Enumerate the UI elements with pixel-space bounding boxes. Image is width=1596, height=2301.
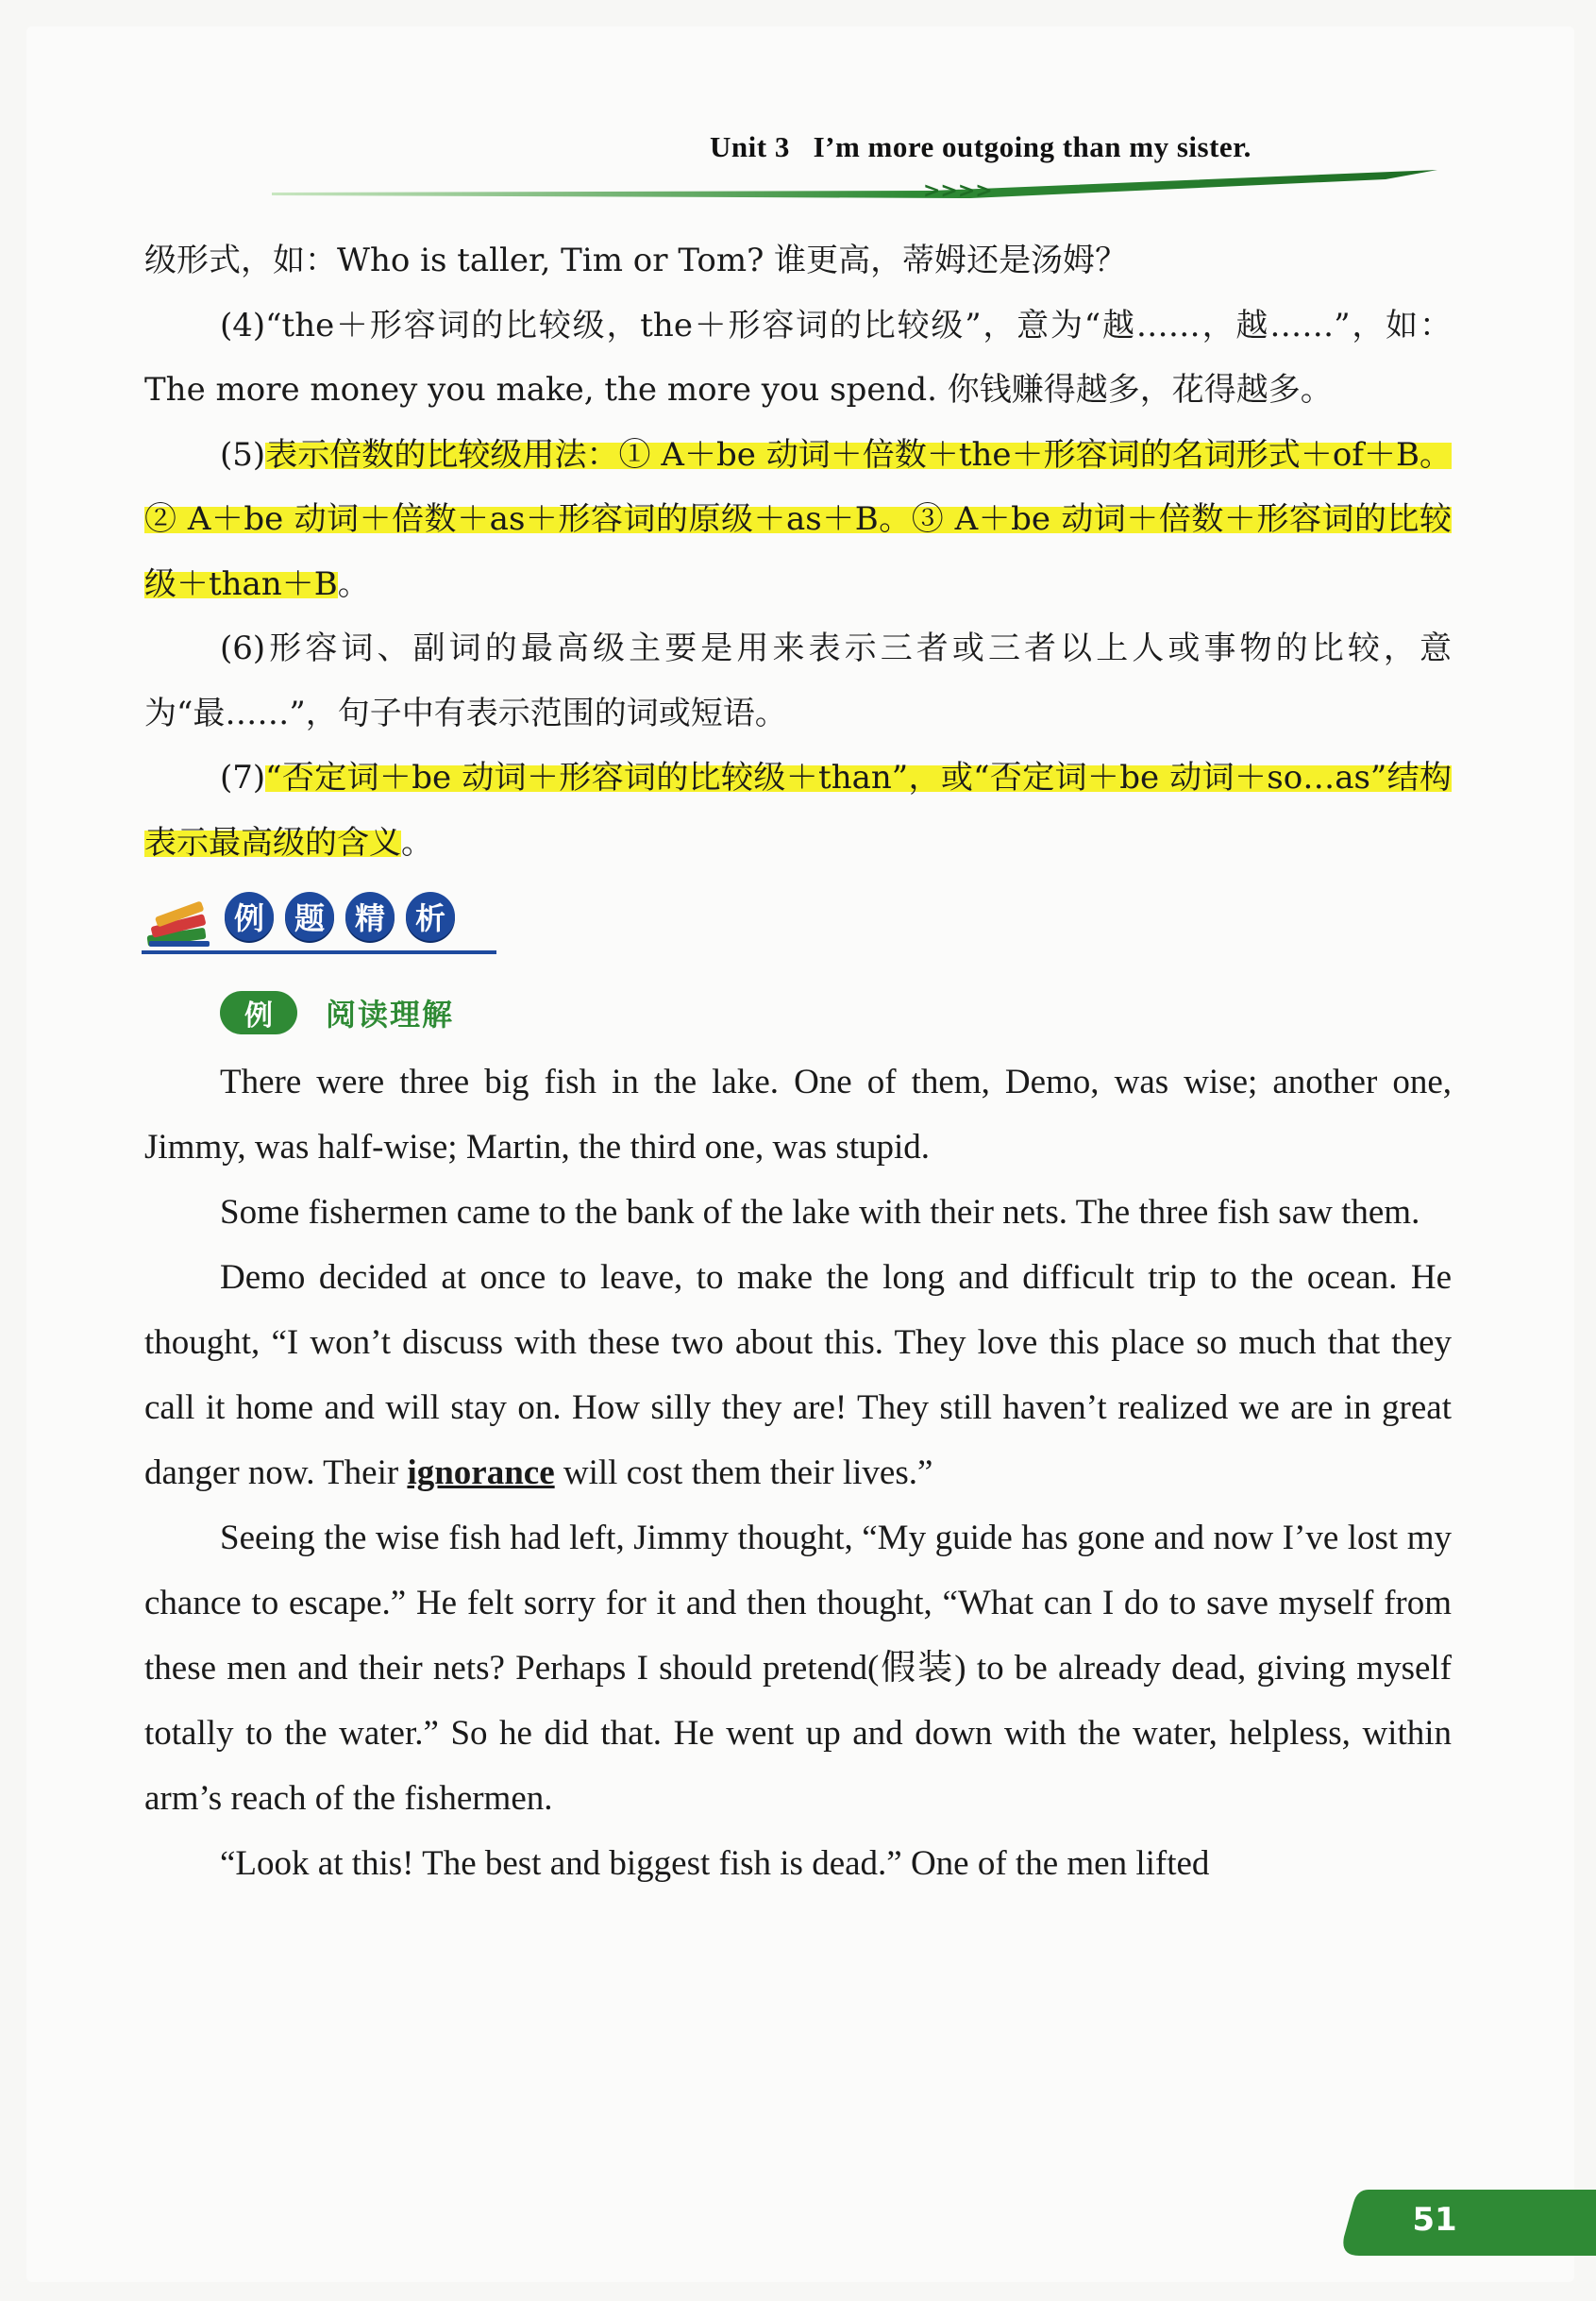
books-icon <box>142 898 217 954</box>
grammar-item-7-number: (7) <box>220 759 266 797</box>
passage-paragraph-5: “Look at this! The best and biggest fish is dead.” One of the men lifted <box>220 1844 1210 1883</box>
passage-p3-end: will cost them their lives.” <box>554 1453 933 1492</box>
section-char-4: 析 <box>406 892 455 941</box>
passage-paragraph-4: Seeing the wise fish had left, Jimmy thought, “My guide has gone and now I’ve lost my chance to escape.” He felt sorry for it and then thought, “What can I do to save myself from these men and their nets? Perhaps I should pretend(假装) to be already dead, giving myself totally to the water.” So he did that. He went up and down with the water, helpless, within arm’s reach of the fishermen. <box>144 1519 1452 1818</box>
section-heading <box>142 892 500 958</box>
example-type-label: 阅读理解 <box>326 997 455 1033</box>
passage-paragraph-3 <box>144 1245 1452 1505</box>
example-label-row <box>220 989 454 1036</box>
passage-keyword-ignorance: ignorance <box>407 1453 555 1492</box>
grammar-item-4: (4)“the＋形容词的比较级，the＋形容词的比较级”，意为“越……，越……”，如：The more money you make, the more you spend. 你钱赚得越多，花得越多。 <box>144 306 1452 409</box>
grammar-item-5 <box>144 423 1452 617</box>
header-decorative-rule <box>272 170 1437 208</box>
grammar-item-6: (6)形容词、副词的最高级主要是用来表示三者或三者以上人或事物的比较，意为“最……”，句子中有表示范围的词或短语。 <box>144 630 1452 732</box>
passage-paragraph-2: Some fishermen came to the bank of the lake with their nets. The three fish saw them. <box>220 1193 1420 1232</box>
reading-passage <box>144 1050 1452 1896</box>
grammar-item-7 <box>144 746 1452 875</box>
section-char-1: 例 <box>225 892 274 941</box>
section-char-3: 精 <box>345 892 395 941</box>
grammar-continuation-line: 级形式，如：Who is taller, Tim or Tom? 谁更高，蒂姆还是汤姆？ <box>144 242 1128 279</box>
passage-paragraph-1: There were three big fish in the lake. One of them, Demo, was wise; another one, Jimmy, was half-wise; Martin, the third one, was stupid. <box>144 1063 1452 1167</box>
passage-p3-start: Demo decided at once to leave, to make the long and difficult trip to the ocean. He thought, “I won’t discuss with these two about this. They love this place so much that they call it home and will stay on. How silly they are! They still haven’t realized we are in great danger now. Their <box>144 1258 1452 1492</box>
grammar-item-5-end: 。 <box>337 564 370 603</box>
grammar-item-7-end: 。 <box>401 823 433 862</box>
grammar-item-7-highlight: “否定词＋be 动词＋形容词的比较级＋than”，或“否定词＋be 动词＋so…as”结构表示最高级的含义 <box>144 759 1452 862</box>
section-heading-chars <box>225 892 455 941</box>
running-header-title: Unit 3 I’m more outgoing than my sister. <box>710 130 1252 163</box>
grammar-item-5-highlight: 表示倍数的比较级用法：① A＋be 动词＋倍数＋the＋形容词的名词形式＋of＋B。② A＋be 动词＋倍数＋as＋形容词的原级＋as＋B。③ A＋be 动词＋倍数＋形容词的比较级＋than＋B <box>144 435 1452 603</box>
page-number: 51 <box>1412 2201 1457 2239</box>
example-badge: 例 <box>220 991 297 1034</box>
grammar-notes <box>144 228 1452 875</box>
section-char-2: 题 <box>285 892 334 941</box>
grammar-item-5-number: (5) <box>220 435 266 474</box>
section-underline <box>142 950 496 954</box>
svg-text:>>>>: >>>> <box>923 179 993 203</box>
